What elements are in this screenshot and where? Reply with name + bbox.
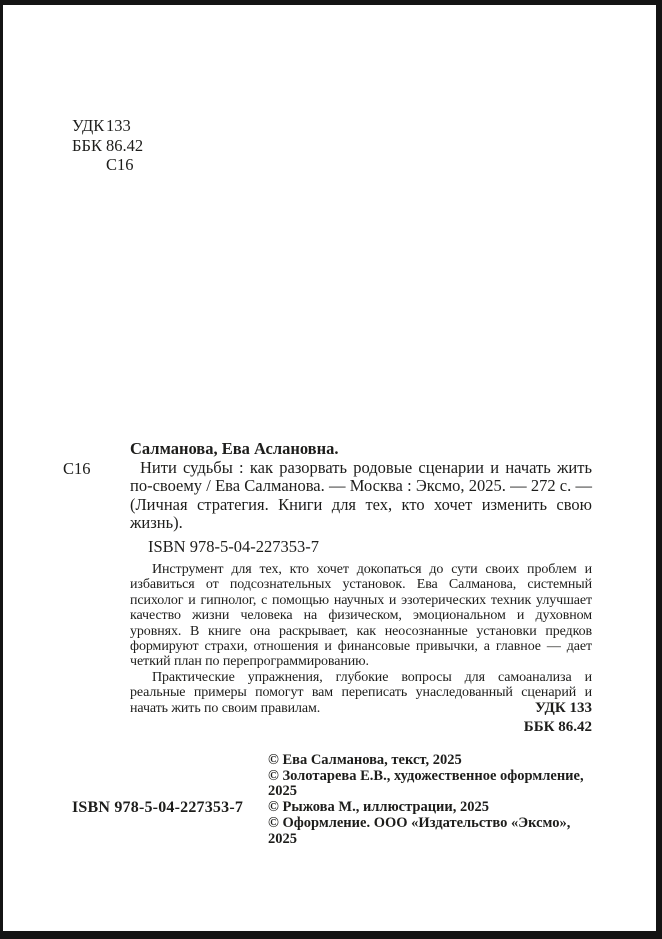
authorsign-spacer bbox=[72, 155, 106, 175]
page-border-top bbox=[0, 0, 662, 5]
catalog-margin-code: С16 bbox=[63, 459, 91, 478]
copyright-line-illustrations: © Рыжова М., иллюстрации, 2025 bbox=[268, 799, 490, 816]
annotation-paragraph-1: Инструмент для тех, кто хочет докопаться до сути своих проблем и избавиться от подсознательных установок. Ева Салманова, системный психолог и гипнолог, с помощью научных и эзотерических техник улучшает качество жизни человека на физическом, эмоциональном и духовном уровнях. В книге она раскрывает, как неосознанные установки предков формируют страхи, отношения и финансовые привычки, а главное — дает четкий план по перепрограммированию. bbox=[130, 562, 592, 670]
bbk-label: ББК bbox=[72, 135, 102, 155]
catalog-description: Нити судьбы : как разорвать родовые сценарии и начать жить по-своему / Ева Салманова. — Москва : Эксмо, 2025. — 272 с. — (Личная стратегия. Книги для тех, кто хочет изменить свою жизнь). bbox=[130, 457, 592, 532]
page-border-bottom bbox=[0, 931, 662, 939]
isbn-bottom: ISBN 978-5-04-227353-7 bbox=[72, 799, 244, 816]
bbk-right-value: ББК 86.42 bbox=[523, 718, 592, 735]
codes-right-block bbox=[392, 699, 592, 736]
annotation-block bbox=[130, 562, 592, 716]
catalog-author: Салманова, Ева Аслановна. bbox=[130, 439, 339, 458]
copyright-line-text: © Ева Салманова, текст, 2025 bbox=[268, 752, 462, 768]
annotation-paragraph-2: Практические упражнения, глубокие вопросы для самоанализа и реальные примеры помогут вам переписать унаследованный сценарий и начать жить по своим правилам. bbox=[130, 669, 592, 716]
udk-value: 133 bbox=[106, 116, 131, 135]
page-border-right bbox=[656, 0, 662, 939]
bbk-value: 86.42 bbox=[106, 135, 144, 155]
copyright-block bbox=[268, 753, 598, 847]
bibliographic-codes-block bbox=[72, 116, 143, 175]
catalog-entry bbox=[130, 440, 592, 533]
isbn-catalog: ISBN 978-5-04-227353-7 bbox=[148, 537, 319, 556]
udk-label: УДК bbox=[72, 116, 105, 135]
copyright-line-design: © Золотарева Е.В., художественное оформление, 2025 bbox=[268, 767, 584, 800]
copyright-line-publisher: © Оформление. ООО «Издательство «Эксмо», 2025 bbox=[268, 814, 571, 847]
udk-right-value: УДК 133 bbox=[535, 700, 592, 716]
page-border-left bbox=[0, 0, 3, 939]
authorsign-value: С16 bbox=[106, 155, 134, 175]
